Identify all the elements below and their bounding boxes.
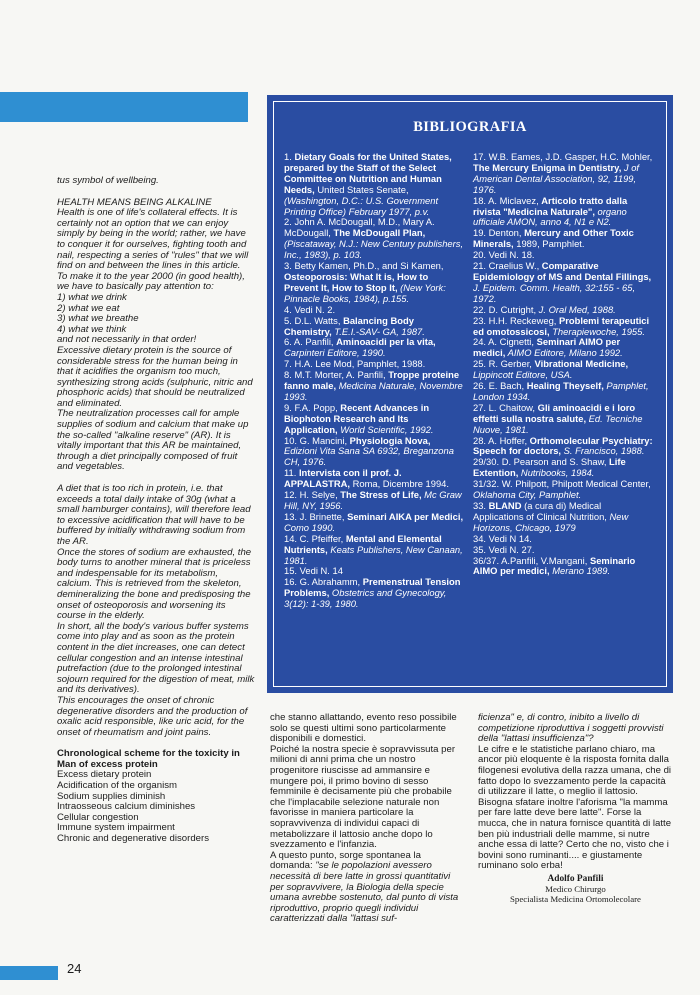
ref-number: 1. xyxy=(284,151,292,162)
ref-i2: AIMO Editore, Milano 1992. xyxy=(505,347,623,359)
bibliography-ref xyxy=(284,436,464,469)
bibliography-ref xyxy=(284,468,464,490)
paragraph: Health is one of life's collateral effects. It is certainly not an option that we can enjoy simply by being in the world; rather, we have to conquer it for ourselves, fighting tooth and nail, respecting a series of "rules" that we will find on and between the lines in this article. xyxy=(57,207,249,272)
ref-number: 12. xyxy=(284,489,298,501)
ref-i2: Lippincott Editore, USA. xyxy=(473,369,573,381)
ref-t: G. Mancini, xyxy=(299,434,350,446)
bibliography-ref xyxy=(473,556,653,578)
ref-t: D.L. Watts, xyxy=(294,314,344,326)
ref-t: J. Brinette, xyxy=(299,510,348,522)
ref-t: R. Gerber, xyxy=(488,358,535,370)
bibliography-ref xyxy=(473,403,653,436)
ref-number: 18. xyxy=(473,194,487,206)
ref-b2: Seminari AIMO per medici, xyxy=(473,336,621,359)
ref-t: M.T. Morter, A. Panfili, xyxy=(294,369,389,381)
ref-number: 3. xyxy=(284,260,292,272)
paragraph: Bisogna sfatare inoltre l'aforisma "la mamma per fare latte deve bere latte". Forse la mucca, che in natura fornisce quantità di latte ben più industriali delle mamme, si nutre anche essa di latte? Certo che no, visto che i bovini sono ruminanti.... e giustamente ruminano solo erba! xyxy=(478,796,672,872)
ref-number: 33. xyxy=(473,500,487,511)
ref-number: 36/37. xyxy=(473,554,500,566)
ref-i: New Horizons, Chicago, 1979 xyxy=(473,510,629,533)
bibliography-column-left xyxy=(284,152,464,610)
section-heading: HEALTH MEANS BEING ALKALINE xyxy=(57,196,212,208)
paragraph: Poiché la nostra specie è sopravvissuta per milioni di anni prima che un nostro progenitore riuscisse ad ammansire e mungere poi, il primo bovino di sesso femminile è decisamente più che probabile che l'implacabile selezione naturale non favorisse in maniera particolare la sopravvivenza di individui capaci di metabolizzare il lattosio anche dopo lo svezzamento e l'infanzia. xyxy=(270,743,456,851)
ref-b2: Seminari AIKA per Medici, xyxy=(347,510,464,522)
ref-b2: Aminoacidi per la vita, xyxy=(336,336,436,348)
ref-b2: The Mercury Enigma in Dentistry, xyxy=(473,161,622,173)
intro-line: tus symbol of wellbeing. xyxy=(57,175,159,186)
ref-i2: (Piscataway, N.J.: New Century publishers, Inc., 1983), p. 103. xyxy=(284,238,464,261)
ref-b2: Balancing Body Chemistry, xyxy=(284,314,414,337)
bibliography-frame xyxy=(273,101,667,687)
ref-i2: World Scientific, 1992. xyxy=(337,423,434,435)
bottom-accent-bar xyxy=(0,966,58,980)
ref-number: 34. xyxy=(473,532,487,544)
ref-number: 4. xyxy=(284,303,292,315)
bibliography-ref xyxy=(284,534,464,567)
scheme-step: Immune system impairment xyxy=(57,822,175,834)
ref-number: 25. xyxy=(473,358,487,370)
paragraph: In short, all the body's various buffer systems come into play and as soon as the protein content in the diet increases, one can detect cellular congestion and an intense intestinal putrefaction (due to the prolonged intestinal sojourn required for the digestion of meat, milk and its derivatives). xyxy=(57,620,255,696)
ref-t: L. Chaitow, xyxy=(488,401,538,413)
ref-number: 26. xyxy=(473,380,487,392)
bibliography-ref xyxy=(473,501,653,534)
ref-b2: The McDougall Plan, xyxy=(333,227,426,239)
paragraph: The neutralization processes call for ample supplies of sodium and calcium that make up the so-called "alkaline reserve" (AR). It is vitally important that this AR be maintained, through a diet principally composed of fruit and vegetables. xyxy=(57,408,249,473)
bibliography-ref xyxy=(473,359,653,381)
page-number: 24 xyxy=(67,961,82,976)
ref-t: D. Cutright, xyxy=(488,303,539,315)
ref-t: (a cura di) Medical Applications of Clinical Nutrition, xyxy=(473,500,607,522)
ref-t: Vedi N. 27. xyxy=(488,543,535,555)
ref-number: 31/32. xyxy=(473,478,500,490)
ref-i2: Medicina Naturale, Novembre 1993. xyxy=(284,380,463,402)
ref-i2: S. Francisco, 1988. xyxy=(561,445,645,457)
ref-b2: Premenstrual Tension Problems, xyxy=(284,576,461,599)
paragraph xyxy=(270,851,466,925)
paragraph: and not necessarily in that order! xyxy=(57,334,197,346)
ref-i2: Nutribooks, 1984. xyxy=(518,467,595,479)
ref-number: 6. xyxy=(284,336,292,348)
ref-b2: Seminario AIMO per medici, xyxy=(473,554,636,577)
paragraph: ficienza" e, di contro, inibito a livello di competizione riproduttiva i soggetti provvisti della "lattasi insufficienza"? xyxy=(478,712,664,745)
bibliography-box xyxy=(267,95,673,693)
paragraph: che stanno allattando, evento reso possibile solo se questi ultimi sono particolarmente disponibili e domestici. xyxy=(270,712,457,745)
scheme-step: Sodium supplies diminish xyxy=(57,790,166,802)
ref-b2: Mercury and Other Toxic Minerals, xyxy=(473,227,634,250)
ref-number: 7. xyxy=(284,358,292,370)
bibliography-title: BIBLIOGRAFIA xyxy=(413,119,527,135)
ref-t: Betty Kamen, Ph.D., and Si Kamen, xyxy=(294,260,444,272)
ref-number: 28. xyxy=(473,434,487,446)
ref-number: 5. xyxy=(284,314,292,326)
ref-b: Dietary Goals for the United States, prepared by the Staff of the Select Committee on Nutrition and Human Needs, xyxy=(284,151,452,195)
paragraph: A diet that is too rich in protein, i.e. that exceeds a total daily intake of 30g (what a small hamburger contains), will therefore lead to excessive acidification that will have to be buffered by initially withdrawing sodium from the AR. xyxy=(57,483,251,547)
ref-t: A.Panfili, V.Mangani, xyxy=(501,554,590,566)
ref-t: Craelius W., xyxy=(488,260,542,272)
list-item: 4) what we think xyxy=(57,323,127,335)
ref-t: D. Pearson and S. Shaw, xyxy=(501,456,610,468)
ref-t: Vedi N. 14 xyxy=(299,565,343,577)
bibliography-ref xyxy=(473,228,653,250)
bibliography-ref xyxy=(473,479,653,501)
bibliography-ref xyxy=(473,261,653,305)
ref-t: Denton, xyxy=(488,227,525,239)
author-signature xyxy=(478,874,673,904)
ref-b2: Life Extention, xyxy=(473,456,626,479)
ref-b: Intervista con il prof. J. APPALASTRA, xyxy=(284,467,402,490)
bibliography-ref xyxy=(473,457,653,479)
ref-i2: Ed. Tecniche Nuove, 1981. xyxy=(473,412,643,435)
bibliography-ref xyxy=(473,436,653,458)
ref-t2: 1989, Pamphlet. xyxy=(513,238,585,250)
ref-number: 27. xyxy=(473,401,487,413)
ref-i2: (New York: Pinnacle Books, 1984), p.155. xyxy=(284,281,446,304)
scheme-step: Excess dietary protein xyxy=(57,769,152,781)
scheme-step: Chronic and degenerative disorders xyxy=(57,833,209,845)
ref-t: A. Hoffer, xyxy=(488,434,530,446)
ref-t: H.H. Reckeweg, xyxy=(488,314,559,326)
ref-b2: Orthomolecular Psychiatry: Speech for doctors, xyxy=(473,434,653,457)
ref-number: 20. xyxy=(473,249,487,261)
ref-t: Vedi N. 2. xyxy=(294,303,336,315)
ref-b2: Osteoporosis: What It is, How to Prevent It, How to Stop It, xyxy=(284,270,429,293)
bibliography-ref xyxy=(473,337,653,359)
scheme-step: Intraosseous calcium diminishes xyxy=(57,801,196,813)
ref-b2: Recent Advances in Biophoton Research and Its Application, xyxy=(284,401,430,435)
ref-i2: J of American Dental Association, 92, 1199, 1976. xyxy=(473,161,640,195)
list-item: 1) what we drink xyxy=(57,291,127,303)
ref-t: Vedi N. 18. xyxy=(488,249,535,261)
ref-b2: Gli aminoacidi e i loro effetti sulla nostra salute, xyxy=(473,401,636,424)
ref-b2: Physiologia Nova, xyxy=(349,434,431,446)
ref-number: 21. xyxy=(473,260,487,272)
paragraph: To make it to the year 2000 (in good health), we have to basically pay attention to: xyxy=(57,270,245,293)
author-name: Adolfo Panfili xyxy=(547,873,604,884)
article-column-right xyxy=(478,713,673,904)
paragraph-lead: A questo punto, sorge spontanea la domanda: xyxy=(270,849,421,872)
bibliography-column-right xyxy=(473,152,653,577)
bibliography-ref xyxy=(284,490,464,512)
scheme-title: Chronological scheme for the toxicity in Man of excess protein xyxy=(57,748,240,770)
top-accent-bar xyxy=(0,92,248,122)
paragraph: This encourages the onset of chronic degenerative disorders and the production of oxalic acid responsible, like uric acid, for the onset of rheumatism and joint pains. xyxy=(57,694,248,738)
ref-t: A. Panfili, xyxy=(293,336,337,348)
ref-t: W.B. Eames, J.D. Gasper, H.C. Mohler, xyxy=(488,151,653,162)
author-role: Medico Chirurgo xyxy=(545,883,606,894)
ref-b2: Vibrational Medicine, xyxy=(534,358,629,370)
ref-t: G. Abrahamm, xyxy=(299,576,363,588)
bibliography-ref xyxy=(473,152,653,196)
bibliography-ref xyxy=(473,196,653,229)
ref-number: 10. xyxy=(284,434,298,446)
ref-b2: Troppe proteine fanno male, xyxy=(284,369,460,392)
ref-i2: Carpinteri Editore, 1990. xyxy=(284,347,386,359)
bibliography-ref xyxy=(473,381,653,403)
ref-i2: Merano 1989. xyxy=(549,565,611,577)
ref-t: Vedi N 14. xyxy=(488,532,532,544)
ref-b2: Mental and Elemental Nutrients, xyxy=(284,532,442,555)
ref-t: H.A. Lee Mod, Pamphlet, 1988. xyxy=(294,358,426,370)
ref-number: 9. xyxy=(284,401,292,413)
ref-i2: organo ufficiale AMON, anno 4, N1 e N2. xyxy=(473,205,627,228)
bibliography-ref xyxy=(473,316,653,338)
ref-i2: Mc Graw Hill, NY, 1956. xyxy=(284,489,462,511)
bibliography-ref xyxy=(284,337,464,359)
ref-i2: Obstetrics and Gynecology, 3(12): 1-39, 1980. xyxy=(284,587,447,610)
ref-number: 13. xyxy=(284,510,298,522)
ref-t: W. Philpott, Philpott Medical Center, xyxy=(501,478,651,490)
bibliography-ref xyxy=(284,370,464,403)
ref-t: E. Bach, xyxy=(488,380,527,392)
ref-number: 29/30. xyxy=(473,456,500,468)
ref-i2: Como 1990. xyxy=(284,521,336,533)
ref-number: 22. xyxy=(473,303,487,315)
ref-number: 2. xyxy=(284,216,292,228)
scheme-step: Acidification of the organism xyxy=(57,780,177,792)
ref-t: A. Cignetti, xyxy=(488,336,537,348)
ref-i2: Edizioni Vita Sana SA 6932, Breganzona CH, 1976. xyxy=(284,445,454,468)
ref-t: John A. McDougall, M.D., Mary A. McDougall, xyxy=(284,216,435,239)
article-column-middle xyxy=(270,713,466,925)
bibliography-ref xyxy=(284,316,464,338)
ref-t: F.A. Popp, xyxy=(294,401,341,413)
list-item: 3) what we breathe xyxy=(57,313,139,325)
ref-b: BLAND xyxy=(488,500,522,511)
bibliography-ref xyxy=(284,152,464,217)
ref-number: 8. xyxy=(284,369,292,381)
bibliography-ref xyxy=(284,217,464,261)
author-specialty: Specialista Medicina Ortomolecolare xyxy=(510,893,641,904)
scheme-step: Cellular congestion xyxy=(57,811,139,823)
ref-number: 15. xyxy=(284,565,298,577)
ref-t: A. Miclavez, xyxy=(488,194,542,206)
ref-i2: Pamphlet, London 1934. xyxy=(473,380,649,402)
list-item: 2) what we eat xyxy=(57,302,120,314)
ref-i2: Keats Publishers, New Canaan, 1981. xyxy=(284,543,463,566)
ref-number: 23. xyxy=(473,314,487,326)
ref-b2: Healing Theyself, xyxy=(526,380,604,392)
bibliography-ref xyxy=(284,512,464,534)
ref-number: 19. xyxy=(473,227,487,239)
ref-i: J. Oral Med, 1988. xyxy=(538,303,616,315)
ref-number: 11. xyxy=(284,467,297,479)
ref-t: H. Selye, xyxy=(299,489,341,501)
ref-b2: Articolo tratto dalla rivista "Medicina Naturale", xyxy=(473,194,628,217)
bibliography-ref xyxy=(284,403,464,436)
bibliography-ref xyxy=(284,577,464,610)
left-column xyxy=(57,176,255,845)
ref-i2: J. Epidem. Comm. Health, 32:155 - 65, 1972. xyxy=(473,281,636,304)
ref-i: (Washington, D.C.: U.S. Government Printing Office) February 1977, p.v. xyxy=(284,194,439,217)
paragraph: Once the stores of sodium are exhausted, the body turns to another mineral that is priceless and indespensable for its metabolism, calcium. This is retrieved from the skeleton, demineralizing the bone and predisposing the onset of osteoporosis and worsening its course in the elderly. xyxy=(57,546,252,622)
paragraph: Le cifre e le statistiche parlano chiaro, ma ancor più eloquente è la risposta fornita dalla filogenesi evolutiva della razza umana, che di fatto dopo lo svezzamento perde la capacità di utilizzare il latte, o meglio il lattosio. xyxy=(478,743,672,798)
ref-t: Roma, Dicembre 1994. xyxy=(349,478,449,490)
ref-number: 14. xyxy=(284,532,298,544)
ref-number: 16. xyxy=(284,576,298,588)
ref-number: 35. xyxy=(473,543,487,555)
ref-number: 17. xyxy=(473,151,487,162)
ref-t: C. Pfeiffer, xyxy=(299,532,346,544)
ref-b2: Comparative Epidemiology of MS and Dental Fillings, xyxy=(473,260,652,282)
ref-i2: Therapiewoche, 1955. xyxy=(549,325,645,337)
quoted-question: "se le popolazioni avessero necessità di bere latte in grossi quantitativi per sopravvivere, la Biologia della specie umana avrebbe sostenuto, dal punto di vista riproduttivo, proprio quegli individui caratterizzati dalla "lattasi suf- xyxy=(270,860,459,925)
ref-b2: Problemi terapeutici ed omotossicosi, xyxy=(473,314,650,337)
paragraph: Excessive dietary protein is the source of considerable stress for the human being in that it acidifies the organism too much, synthesizing strong acids (sulphuric, nitric and phosphoric acids) that should be neutralized and eliminated. xyxy=(57,344,253,409)
ref-t: United States Senate, xyxy=(314,183,409,195)
ref-i: Oklahoma City, Pamphlet. xyxy=(473,489,582,501)
ref-b2: The Stress of Life, xyxy=(340,489,422,501)
bibliography-ref xyxy=(284,261,464,305)
ref-number: 24. xyxy=(473,336,487,348)
ref-i2: T.E.I.-SAV- GA, 1987. xyxy=(331,325,425,337)
